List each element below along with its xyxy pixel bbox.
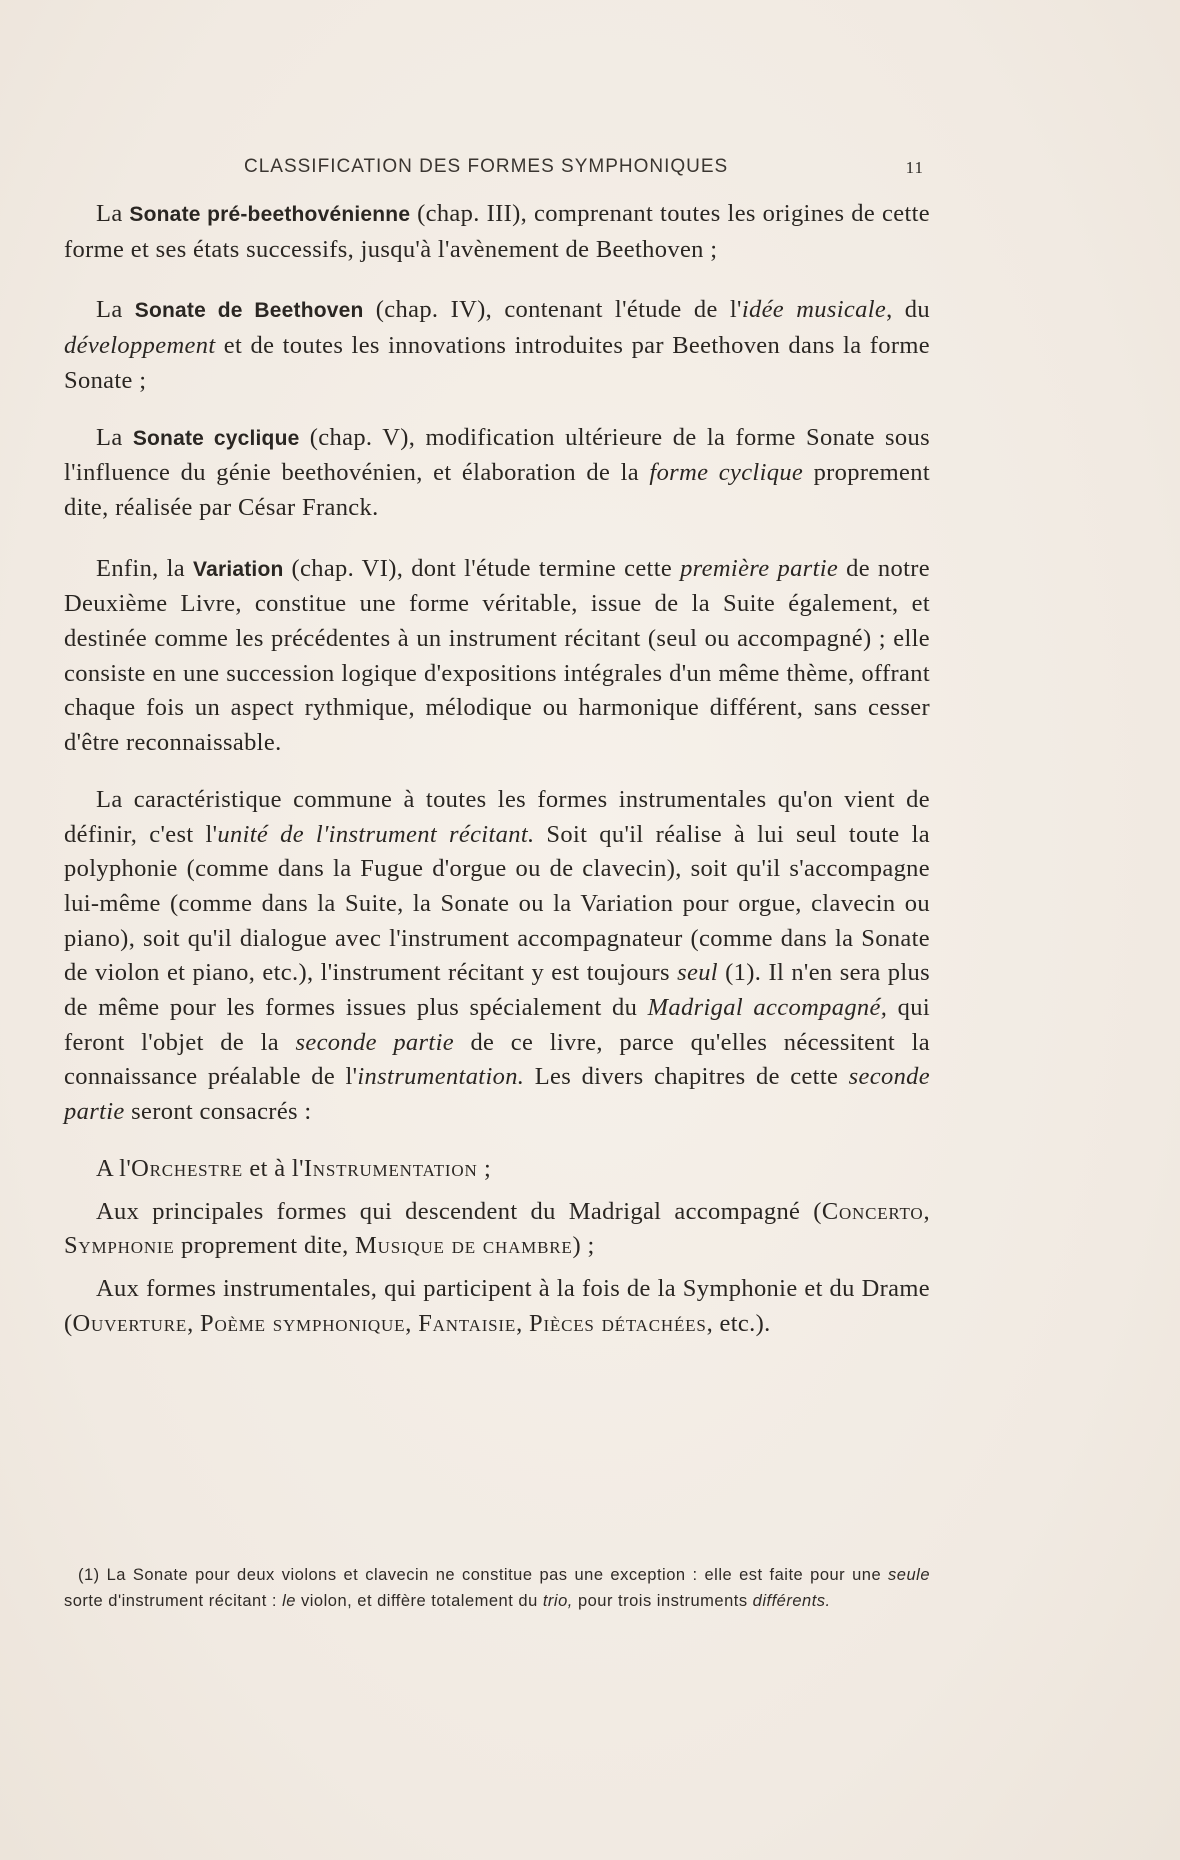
text-run: seront consacrés : [124,1098,312,1126]
italic-term: instrumentation. [357,1063,525,1091]
italic-term: première partie [680,554,839,582]
italic-term: seconde partie [64,1063,930,1126]
text-run: La [96,200,130,227]
text-run: Aux principales formes qui descendent du Madrigal accompagné ( [96,1197,822,1225]
text-run: sorte d'instrument récitant : [64,1592,283,1610]
italic-term: forme cyclique [649,459,804,487]
italic-term: le [282,1592,296,1610]
text-run: pour trois instruments [572,1592,753,1610]
text-run: proprement dite, [174,1232,356,1260]
paragraph-variation [64,552,930,761]
text-run: (1) La Sonate pour deux violons et clavecin ne constitue pas une exception : elle est faite pour une [78,1566,889,1584]
text-run: Aux formes instrumentales, qui participent à la fois de la Symphonie et du Drame ( [64,1274,930,1337]
section-term: Sonate pré-beethovénienne [129,203,411,226]
running-head [64,152,930,182]
text-run: , etc.). [706,1309,771,1337]
text-run: proprement dite, réalisée par César Franck. [64,459,930,521]
italic-term: seul [677,959,718,987]
paragraph-orchestre [64,1152,930,1187]
text-run: A l' [96,1154,132,1182]
text-run: de notre Deuxième Livre, constitue une forme véritable, issue de la Suite également, et destinée comme les précédentes à un instrument récitant (seul ou accompagné) ; elle consiste en une succession logique d'expositions intégrales d'un même thème, offrant chaque fois un aspect rythmique, mélodique ou harmonique différent, sans cesser d'être reconnaissable. [64,554,930,757]
page-number: 11 [905,158,924,177]
italic-term: seconde partie [295,1028,454,1056]
italic-term: seule [888,1566,930,1584]
text-run: , [516,1309,530,1337]
small-caps-term: Pièces détachées [529,1309,707,1337]
footnote-text [64,1562,930,1614]
text-run: , du [886,296,931,324]
text-run: , [923,1197,930,1225]
text-run: qui feront l'objet de la [64,994,930,1056]
text-run: (chap. IV), contenant l'étude de l' [363,296,742,324]
italic-term: unité de l'instrument récitant. [217,820,535,848]
paragraph-sonate-cyclique [64,421,930,526]
section-term: Variation [193,557,284,581]
paragraph-formes-drame [64,1272,930,1341]
paragraph-formes-madrigal [64,1195,930,1264]
paragraph-sonate-pre-beethovenienne [64,197,930,267]
italic-term: Madrigal accompagné, [647,994,888,1022]
small-caps-term: Ouverture [72,1309,188,1337]
small-caps-term: Orchestre [131,1154,243,1182]
text-run: (chap. V), modification ultérieure de la forme Sonate sous l'influence du génie beethovénien, et élaboration de la [64,423,931,487]
text-run: , [187,1309,201,1337]
italic-term: trio, [542,1592,573,1610]
text-run: La caractéristique commune à toutes les formes instrumentales qu'on vient de définir, c'est l' [64,785,930,848]
small-caps-term: Musique de chambre [355,1232,573,1260]
paragraph-caracteristique-commune [64,783,930,1130]
section-term: Sonate cyclique [132,426,300,450]
body-text [64,197,930,1341]
italic-term: développement [64,332,216,360]
text-run: La [96,423,133,451]
text-run: et à l' [242,1154,304,1182]
running-title: CLASSIFICATION DES FORMES SYMPHONIQUES [244,156,729,177]
text-run: Enfin, la [96,554,194,582]
paragraph-sonate-de-beethoven [64,293,930,398]
italic-term: idée musicale [741,296,887,324]
small-caps-term: Symphonie [64,1232,175,1260]
text-run: , [405,1309,419,1337]
footnote [64,1562,930,1614]
small-caps-term: Poème symphonique [200,1309,406,1337]
text-run: de ce livre, parce qu'elles nécessitent la connaissance préalable de l' [64,1028,930,1091]
text-run: (chap. VI), dont l'étude termine cette [283,554,681,582]
section-term: Sonate de Beethoven [134,299,364,323]
text-run: La [96,296,135,324]
text-run: (1). Il n'en sera plus de même pour les formes issues plus spécialement du [64,959,930,1022]
small-caps-term: Fantaisie [418,1309,517,1337]
text-run: ) ; [572,1232,595,1260]
text-run: ; [477,1154,492,1182]
text-run: (chap. III), comprenant toutes les origines de cette forme et ses états successifs, jusqu'à l'avènement de Beethoven ; [64,200,930,263]
text-run: Les divers chapitres de cette [524,1063,849,1091]
small-caps-term: Instrumentation [303,1154,478,1182]
text-run: violon, et diffère totalement du [295,1592,543,1610]
italic-term: différents. [752,1592,831,1610]
small-caps-term: Concerto [821,1197,924,1225]
text-run: et de toutes les innovations introduites par Beethoven dans la forme Sonate ; [64,332,930,394]
text-run: Soit qu'il réalise à lui seul toute la polyphonie (comme dans la Fugue d'orgue ou de clavecin), soit qu'il s'accompagne lui-même (comme dans la Suite, la Sonate ou la Variation pour orgue, clavecin ou piano), soit qu'il dialogue avec l'instrument accompagnateur (comme dans la Sonate de violon et piano, etc.), l'instrument récitant y est toujours [64,820,930,987]
